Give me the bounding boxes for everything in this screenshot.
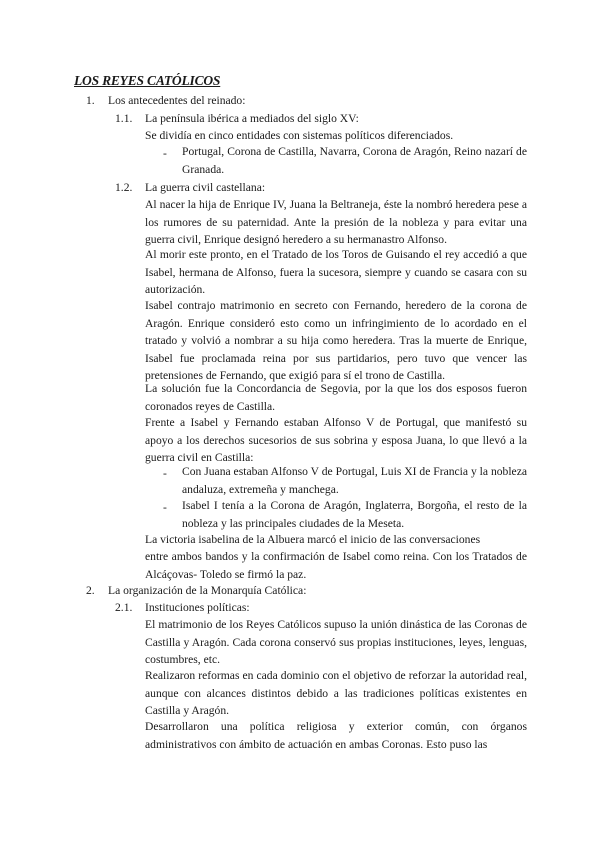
paragraph-1-2-4: La solución fue la Concordancia de Segovia, por la que los dos esposos fueron coronados reyes de Castilla. — [145, 382, 527, 413]
bullet-dash: - — [163, 467, 167, 480]
paragraph-2-1-2: Realizaron reformas en cada dominio con el objetivo de reforzar la autoridad real, aunque con alcances distintos debido a las tradiciones políticas existentes en Castilla y Aragón. — [145, 669, 527, 718]
subsection-1-2-number: 1.2. — [115, 181, 133, 194]
section-2-number: 2. — [86, 584, 95, 597]
subsection-1-1-bullet: Portugal, Corona de Castilla, Navarra, Corona de Aragón, Reino nazarí de Granada. — [182, 145, 527, 176]
bullet-dash: - — [163, 501, 167, 514]
document-title: LOS REYES CATÓLICOS — [74, 73, 221, 88]
subsection-1-1-text: Se dividía en cinco entidades con sistemas políticos diferenciados. — [145, 129, 454, 142]
paragraph-1-2-bullet-2: Isabel I tenía a la Corona de Aragón, Inglaterra, Borgoña, el resto de la nobleza y las principales ciudades de la Meseta. — [182, 499, 527, 530]
section-1-number: 1. — [86, 94, 95, 107]
paragraph-1-2-5: Frente a Isabel y Fernando estaban Alfonso V de Portugal, que manifestó su apoyo a los derechos sucesorios de sus sobrina y esposa Juana, lo que llevó a la guerra civil en Castilla: — [145, 416, 527, 465]
paragraph-1-2-3: Isabel contrajo matrimonio en secreto con Fernando, heredero de la corona de Aragón. Enrique consideró esto como un infringimiento de lo acordado en el tratado y volvió a nombrar a su hija como heredera. Tras la muerte de Enrique, Isabel fue proclamada reina por sus partidarios, pero tuvo que vencer las pretensiones de Fernando, que exigió para sí el trono de Castilla. — [145, 299, 527, 383]
paragraph-1-2-bullet-1: Con Juana estaban Alfonso V de Portugal, Luis XI de Francia y la nobleza andaluza, extremeña y manchega. — [182, 465, 527, 496]
section-1-heading: Los antecedentes del reinado: — [108, 94, 246, 107]
paragraph-1-2-1: Al nacer la hija de Enrique IV, Juana la Beltraneja, éste la nombró heredera pese a los rumores de su paternidad. Ante la presión de la nobleza y para evitar una guerra civil, Enrique designó heredero a su hermanastro Alfonso. — [145, 198, 527, 247]
paragraph-2-1-1: El matrimonio de los Reyes Católicos supuso la unión dinástica de las Coronas de Castilla y Aragón. Cada corona conservó sus propias instituciones, leyes, lenguas, costumbres, etc. — [145, 618, 527, 667]
paragraph-1-2-6a: La victoria isabelina de la Albuera marcó el inicio de las conversaciones — [145, 533, 481, 546]
section-2-heading: La organización de la Monarquía Católica: — [108, 584, 307, 597]
paragraph-1-2-2: Al morir este pronto, en el Tratado de los Toros de Guisando el rey accedió a que Isabel, hermana de Alfonso, fuera la sucesora, siempre y cuando se casara con su autorización. — [145, 248, 527, 297]
bullet-dash: - — [163, 147, 167, 160]
subsection-1-1-number: 1.1. — [115, 112, 133, 125]
subsection-2-1-heading: Instituciones políticas: — [145, 601, 250, 614]
subsection-2-1-number: 2.1. — [115, 601, 133, 614]
subsection-1-2-heading: La guerra civil castellana: — [145, 181, 266, 194]
subsection-1-1-heading: La península ibérica a mediados del siglo XV: — [145, 112, 359, 125]
paragraph-2-1-3: Desarrollaron una política religiosa y exterior común, con órganos administrativos con ámbito de actuación en ambas Coronas. Esto puso las — [145, 720, 527, 751]
paragraph-1-2-6b: entre ambos bandos y la confirmación de Isabel como reina. Con los Tratados de Alcáçovas- Toledo se firmó la paz. — [145, 550, 527, 581]
